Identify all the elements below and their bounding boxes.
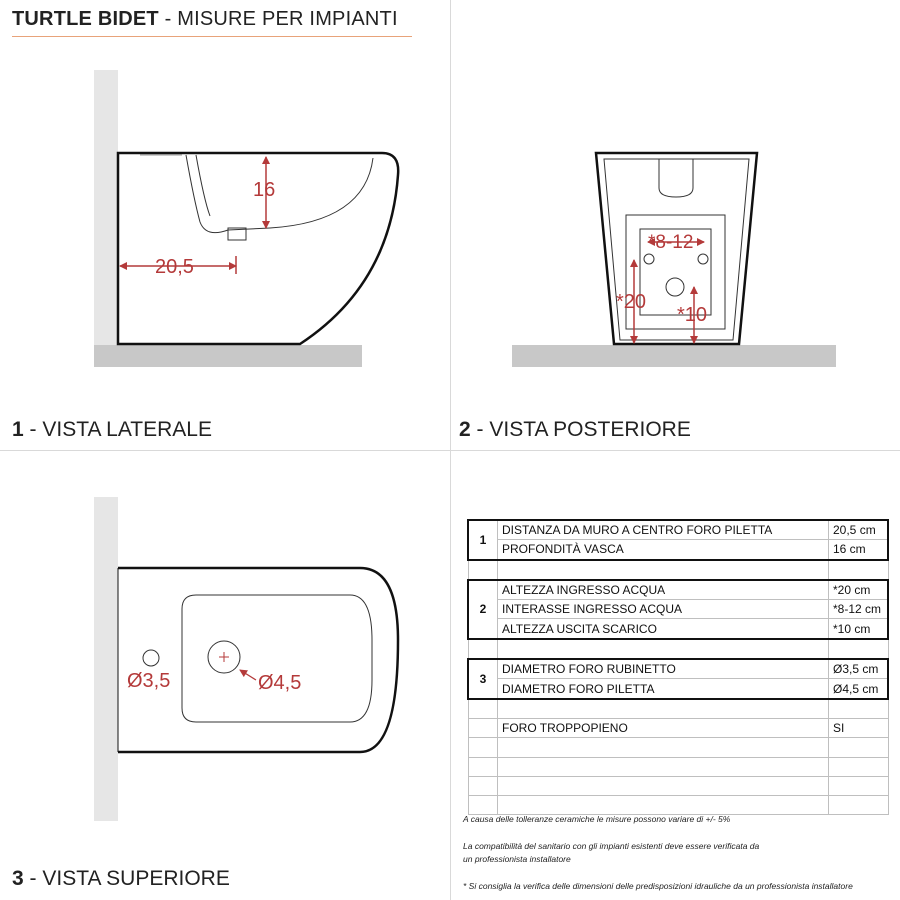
table-row (468, 580, 888, 600)
view-number: 2 (459, 418, 471, 441)
row-value: Ø3,5 cm (829, 659, 889, 679)
floor (94, 345, 362, 367)
side-distance-label: 20,5 (155, 256, 194, 278)
view-number: 3 (12, 867, 24, 890)
table-row (468, 520, 888, 540)
bowl-inner-line (186, 155, 373, 233)
table-row (468, 718, 888, 737)
note-compatibility-line1: La compatibilità del sanitario con gli impianti esistenti deve essere verificata da (463, 841, 760, 851)
view-title: - VISTA POSTERIORE (470, 418, 691, 441)
table-spacer-row (468, 560, 888, 580)
floor (512, 345, 836, 367)
table-row (468, 619, 888, 639)
title-subtitle: - MISURE PER IMPIANTI (158, 8, 398, 30)
view-title: - VISTA LATERALE (23, 418, 212, 441)
group-number: 2 (468, 580, 498, 639)
row-label: PROFONDITÀ VASCA (498, 540, 829, 560)
overflow-slot (659, 159, 693, 197)
table-row (468, 679, 888, 699)
note-compatibility-line2: un professionista installatore (463, 854, 571, 864)
wall (94, 497, 118, 821)
top-tap-hole-label: Ø3,5 (127, 670, 171, 692)
side-view-drawing (94, 70, 398, 367)
wall (94, 70, 118, 345)
spec-table (467, 519, 889, 815)
top-view-drawing (94, 497, 398, 821)
rear-interaxis-label: *8-12 (648, 232, 694, 253)
row-value: *20 cm (829, 580, 889, 600)
table-row (468, 600, 888, 619)
bowl-top-outline (182, 595, 372, 722)
row-label: INTERASSE INGRESSO ACQUA (498, 600, 829, 619)
group-number-empty (468, 718, 498, 737)
group-number: 1 (468, 520, 498, 560)
table-row (468, 659, 888, 679)
row-value: *8-12 cm (829, 600, 889, 619)
drain-leader-line (240, 670, 256, 680)
table-spacer-row (468, 699, 888, 719)
view-title: - VISTA SUPERIORE (23, 867, 230, 890)
row-label: DIAMETRO FORO RUBINETTO (498, 659, 829, 679)
rear-outlet-height-label: *10 (677, 304, 708, 326)
table-row (468, 540, 888, 560)
rear-view-drawing (512, 153, 836, 367)
table-empty-row (468, 776, 888, 795)
note-tolerance: A causa delle tolleranze ceramiche le misure possono variare di +/- 5% (463, 814, 731, 824)
row-value: *10 cm (829, 619, 889, 639)
top-drain-hole-label: Ø4,5 (258, 672, 302, 694)
row-value: 20,5 cm (829, 520, 889, 540)
table-empty-row (468, 796, 888, 815)
side-depth-label: 16 (253, 179, 276, 201)
table-empty-row (468, 757, 888, 776)
title-product: TURTLE BIDET (12, 8, 159, 30)
row-value: SI (829, 718, 889, 737)
row-label: DISTANZA DA MURO A CENTRO FORO PILETTA (498, 520, 829, 540)
rear-inlet-height-label: *20 (616, 291, 647, 313)
note-installer-advice: * Si consiglia la verifica delle dimensioni delle predisposizioni idrauliche da un professionista installatore (463, 881, 853, 891)
row-value: Ø4,5 cm (829, 679, 889, 699)
row-label: ALTEZZA INGRESSO ACQUA (498, 580, 829, 600)
tap-hole (143, 650, 159, 666)
table-spacer-row (468, 639, 888, 659)
row-label: FORO TROPPOPIENO (498, 718, 829, 737)
group-number: 3 (468, 659, 498, 699)
table-empty-row (468, 738, 888, 757)
row-label: DIAMETRO FORO PILETTA (498, 679, 829, 699)
view-number: 1 (12, 418, 24, 441)
row-label: ALTEZZA USCITA SCARICO (498, 619, 829, 639)
row-value: 16 cm (829, 540, 889, 560)
